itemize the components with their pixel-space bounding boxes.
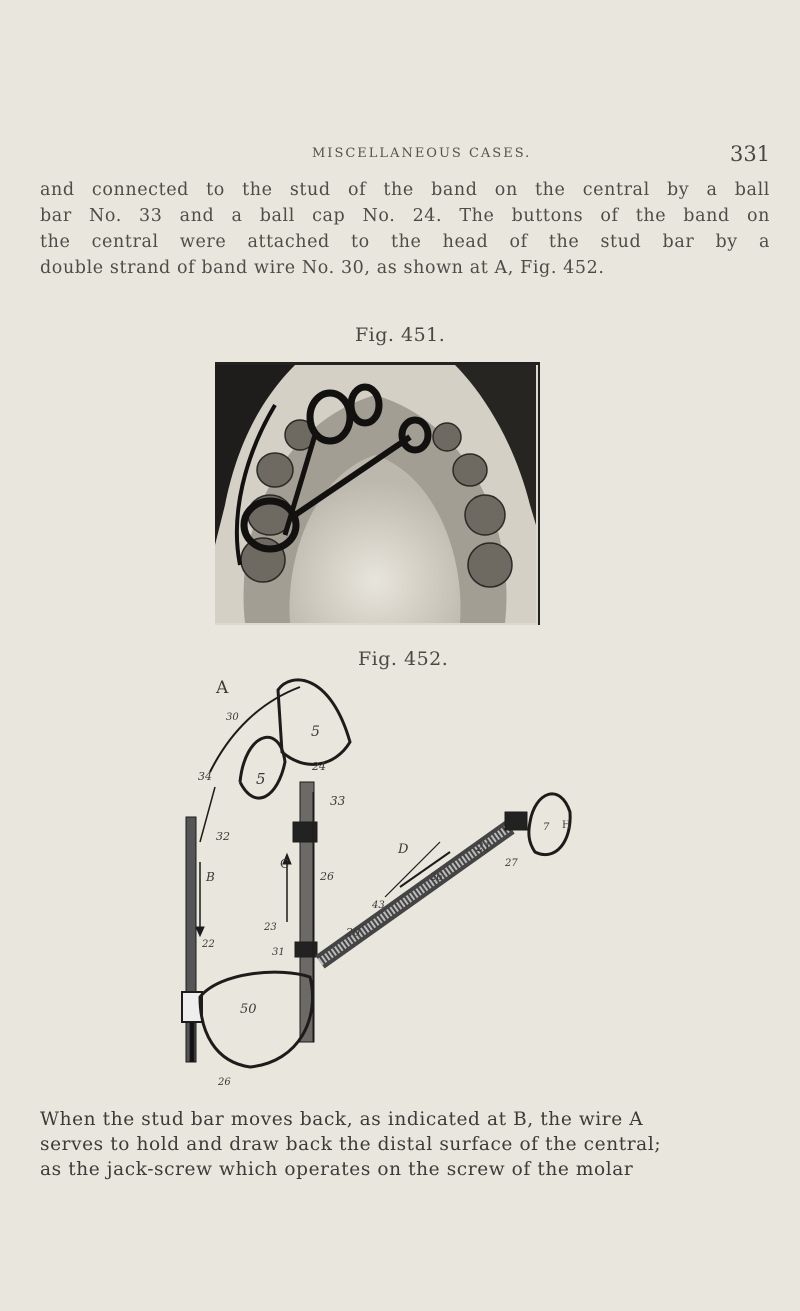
label-24: 24 bbox=[312, 760, 326, 773]
fig-451-photo bbox=[215, 362, 540, 625]
label-d: D bbox=[398, 842, 409, 857]
label-50: 50 bbox=[240, 1002, 257, 1017]
paragraph-line: serves to hold and draw back the distal surface of the central; bbox=[40, 1134, 662, 1155]
label-23: 23 bbox=[264, 922, 277, 933]
label-32: 32 bbox=[216, 830, 230, 843]
label-b: B bbox=[206, 870, 215, 884]
fig-452-caption: Fig. 452. bbox=[358, 648, 449, 670]
paragraph-line: bar No. 33 and a ball cap No. 24. The buttons of the band on bbox=[40, 206, 770, 226]
dental-cast-photo bbox=[215, 365, 536, 623]
label-30: 30 bbox=[226, 712, 239, 723]
paragraph-2 bbox=[40, 1107, 770, 1182]
paragraph-line: double strand of band wire No. 30, as shown at A, Fig. 452. bbox=[40, 258, 605, 278]
paragraph-line: the central were attached to the head of the stud bar by a bbox=[40, 232, 770, 252]
label-31: 31 bbox=[272, 947, 285, 958]
page-number: 331 bbox=[730, 142, 771, 166]
label-33: 33 bbox=[330, 794, 346, 808]
fig-451-caption: Fig. 451. bbox=[355, 324, 446, 346]
label-20: 20 bbox=[346, 926, 360, 939]
appliance-diagram bbox=[160, 672, 600, 1112]
label-26b: 26 bbox=[218, 1077, 231, 1088]
label-43: 43 bbox=[372, 900, 385, 911]
label-21: 21 bbox=[476, 840, 492, 854]
paragraph-line: and connected to the stud of the band on the central by a ball bbox=[40, 180, 770, 200]
fig-452-diagram bbox=[160, 672, 600, 1112]
label-22: 22 bbox=[202, 939, 215, 950]
label-34: 34 bbox=[198, 770, 212, 783]
label-c: C bbox=[280, 857, 290, 871]
paragraph-line: When the stud bar moves back, as indicated at B, the wire A bbox=[40, 1109, 644, 1130]
label-h: H bbox=[562, 820, 571, 831]
paragraph-line: as the jack-screw which operates on the screw of the molar bbox=[40, 1159, 634, 1180]
paragraph-1 bbox=[40, 177, 770, 281]
label-5a: 5 bbox=[256, 770, 266, 788]
label-27: 27 bbox=[505, 858, 518, 869]
label-26a: 26 bbox=[320, 870, 334, 883]
running-head: MISCELLANEOUS CASES. bbox=[312, 146, 532, 161]
page-header bbox=[0, 142, 800, 176]
label-5b: 5 bbox=[311, 724, 320, 740]
label-7: 7 bbox=[543, 822, 550, 833]
label-a: A bbox=[216, 678, 229, 698]
label-26c: 26 bbox=[430, 872, 443, 883]
